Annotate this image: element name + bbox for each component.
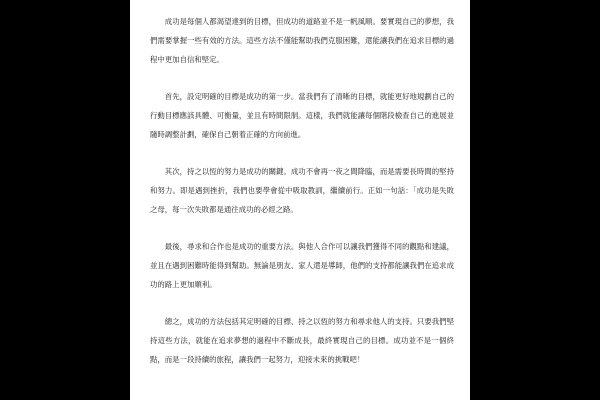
document-page (130, 0, 470, 400)
paragraph-first: 首先，設定明確的目標是成功的第一步。當我們有了清晰的目標，就能更好地規劃自己的行動目標應該具體、可衡量，並且有時間限制。這樣，我們就能讓每個階段檢查自己的進展並隨時調整計劃，確保自己朝着正確的方向前進。 (150, 92, 454, 139)
paragraph-third: 最後，尋求和合作也是成功的重要方法。與他人合作可以讓我們獲得不同的觀點和建議，並且在遇到困難時能得到幫助。無論是朋友、家人還是導師，他們的支持都能讓我們在追求成功的路上更加順利。 (150, 242, 454, 289)
paragraph-second: 其次，持之以恆的努力是成功的關鍵。成功不會再一夜之間降臨，而是需要長時間的堅持和努力。即是遇到挫折，我們也要學會從中吸取教訓，繼續前行。正如一句話：「成功是失敗之母，每一次失敗都是通往成功的必經之路。 (150, 167, 454, 214)
paragraph-intro: 成功是每個人都渴望達到的目標，但成功的道路並不是一帆風順。要實現自己的夢想，我們需要掌握一些有效的方法。這些方法不僅能幫助我們克服困難，還能讓我們在追求目標的過程中更加自信和堅定。 (150, 17, 454, 64)
paragraph-conclusion: 總之，成功的方法包括其定明確的目標、持之以恆的努力和尋求他人的支持。只要我們堅持這些方法，就能在追求夢想的過程中不斷成長，最終實現自己的目標。成功並不是一個終點，而是一段持續的旅程，讓我們一起努力，迎接未來的挑戰吧！ (150, 317, 454, 364)
document-body (150, 12, 454, 387)
